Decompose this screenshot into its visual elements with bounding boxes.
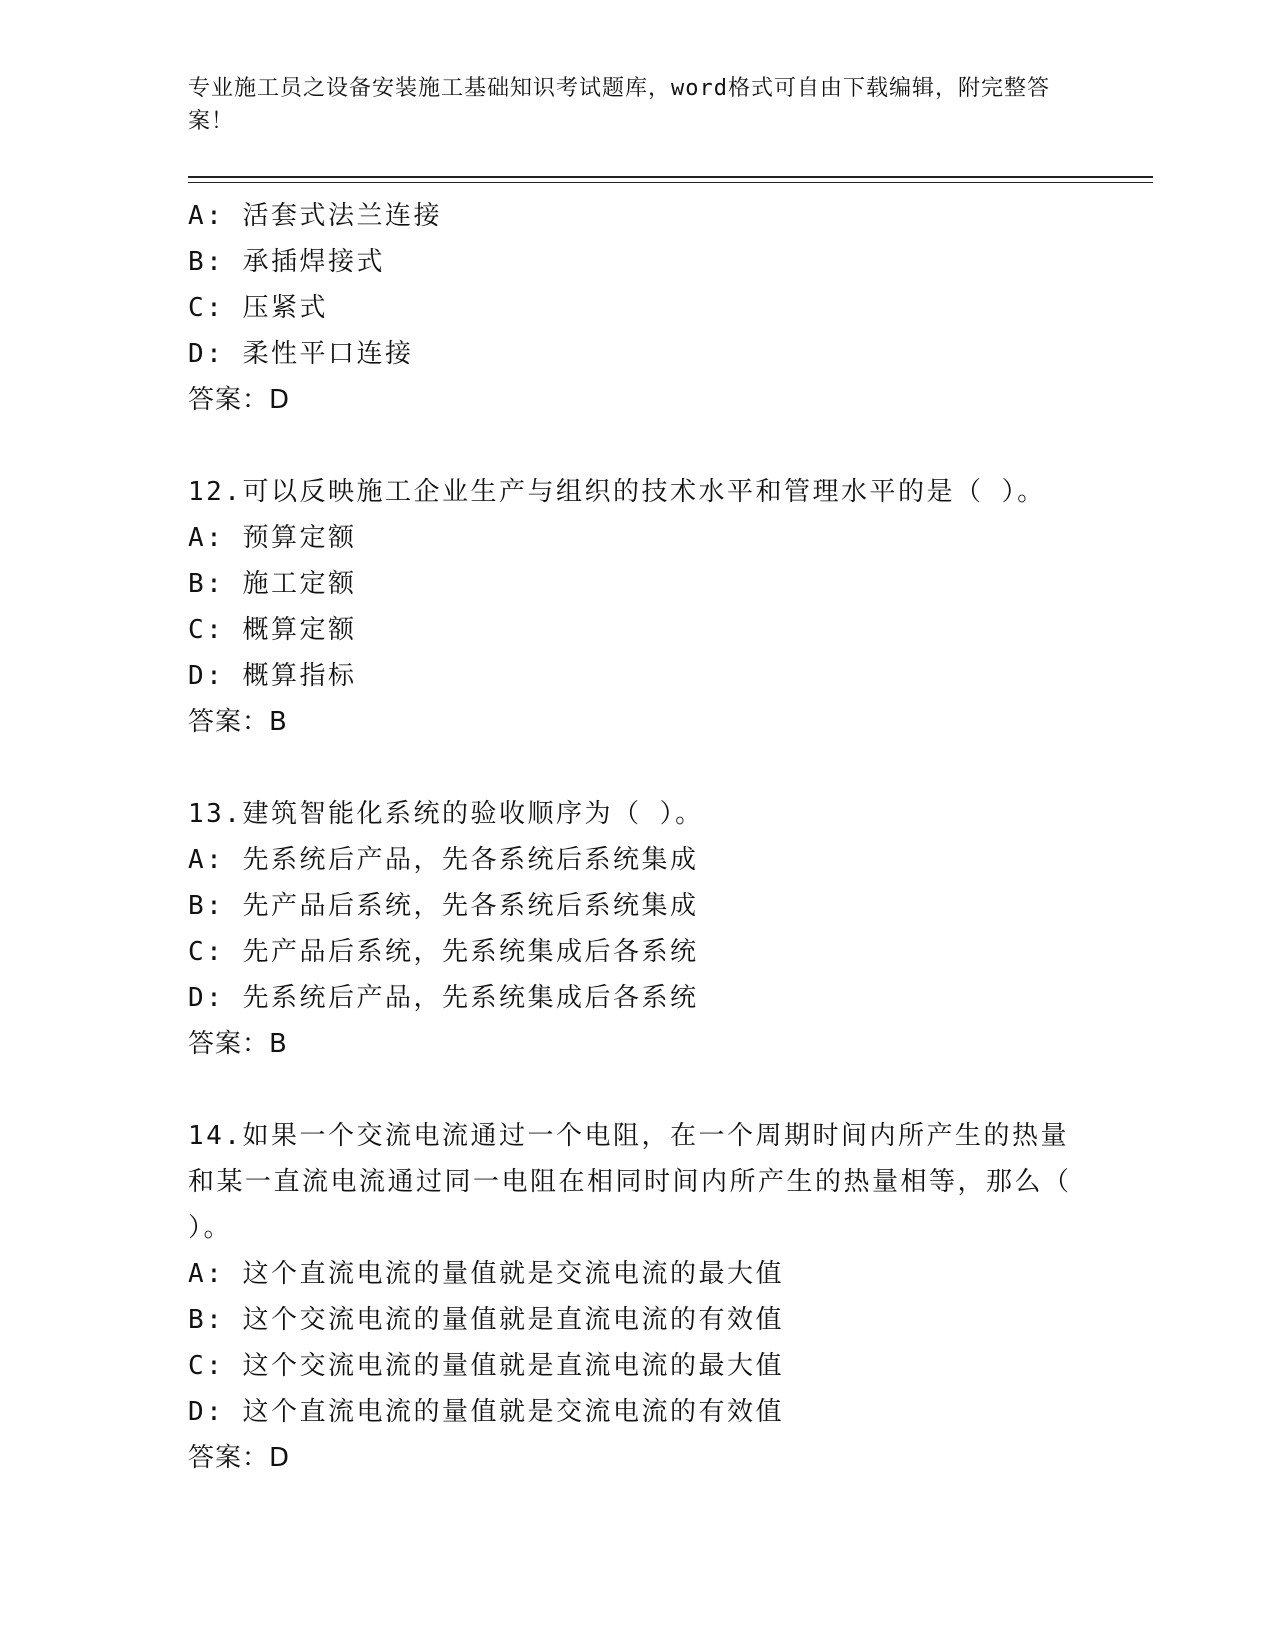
option-c: C: 概算定额 [188,615,357,645]
question-11 [188,193,1153,423]
header-divider [188,176,1153,183]
option-c: C: 这个交流电流的量值就是直流电流的最大值 [188,1351,784,1381]
document-page [188,72,1153,1481]
option-b: B: 先产品后系统，先各系统后系统集成 [188,891,699,921]
document-header: 专业施工员之设备安装施工基础知识考试题库，word格式可自由下载编辑，附完整答案！ [188,76,1050,134]
option-b: B: 承插焊接式 [188,247,385,277]
option-d: D: 先系统后产品，先系统集成后各系统 [188,983,699,1013]
option-a: A: 预算定额 [188,523,357,553]
option-d: D: 柔性平口连接 [188,339,414,369]
option-a: A: 先系统后产品，先各系统后系统集成 [188,845,699,875]
option-a: A: 这个直流电流的量值就是交流电流的最大值 [188,1259,784,1289]
question-stem: 12.可以反映施工企业生产与组织的技术水平和管理水平的是（ ）。 [188,477,1046,507]
option-b: B: 这个交流电流的量值就是直流电流的有效值 [188,1305,784,1335]
answer: 答案：B [188,1029,288,1059]
option-d: D: 这个直流电流的量值就是交流电流的有效值 [188,1397,784,1427]
option-d: D: 概算指标 [188,661,357,691]
question-stem: 13.建筑智能化系统的验收顺序为（ ）。 [188,799,704,829]
answer: 答案：D [188,1443,291,1473]
option-a: A: 活套式法兰连接 [188,201,442,231]
question-14 [188,1113,1153,1481]
option-c: C: 先产品后系统，先系统集成后各系统 [188,937,699,967]
question-13 [188,791,1153,1067]
option-b: B: 施工定额 [188,569,357,599]
question-12 [188,469,1153,745]
option-c: C: 压紧式 [188,293,328,323]
answer: 答案：B [188,707,288,737]
answer: 答案：D [188,385,291,415]
question-stem: 14.如果一个交流电流通过一个电阻，在一个周期时间内所产生的热量和某一直流电流通过同一电阻在相同时间内所产生的热量相等，那么（ ）。 [188,1121,1072,1243]
